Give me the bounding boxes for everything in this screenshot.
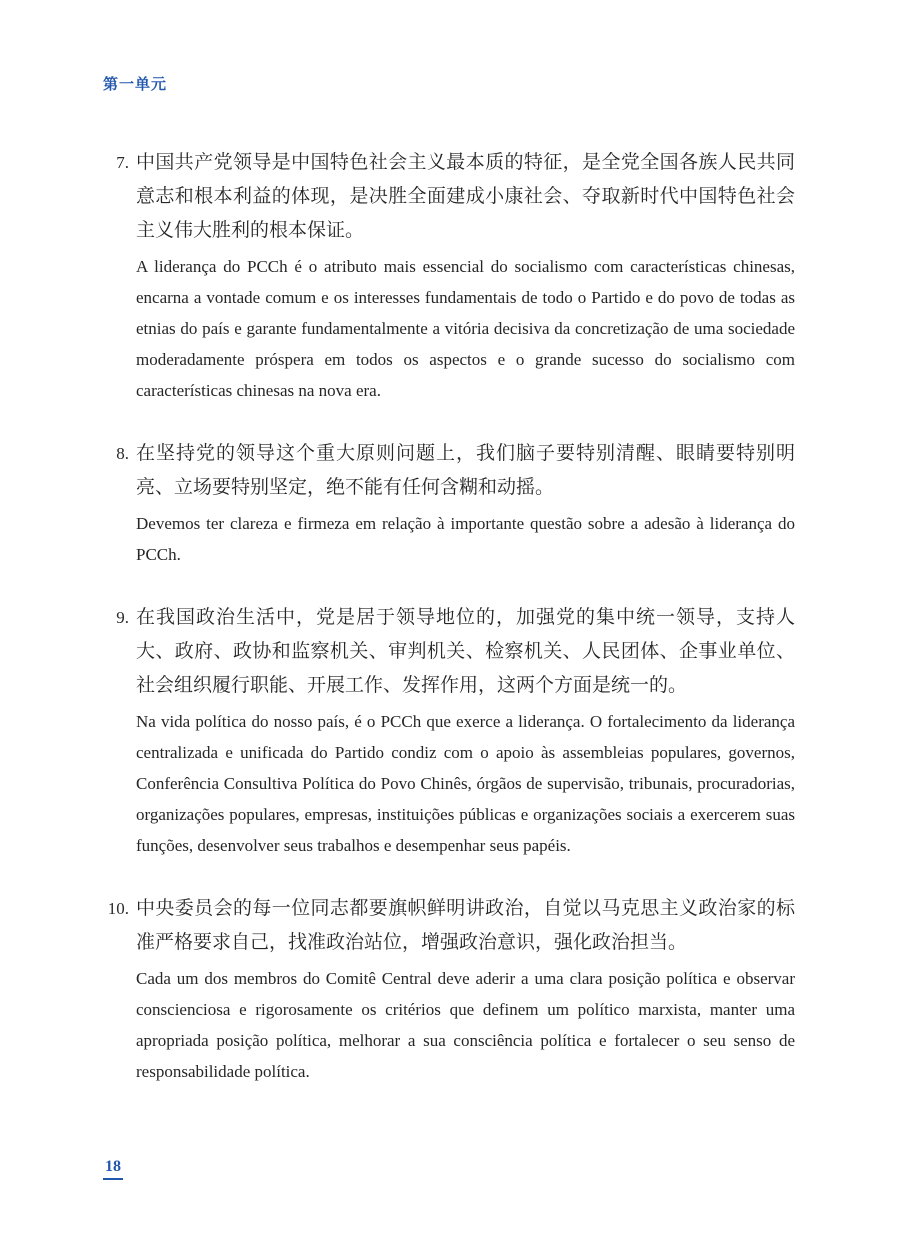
page-number: 18 [103, 1158, 123, 1180]
chinese-text: 中国共产党领导是中国特色社会主义最本质的特征，是全党全国各族人民共同意志和根本利益的体现，是决胜全面建成小康社会、夺取新时代中国特色社会主义伟大胜利的根本保证。 [136, 152, 795, 241]
item-number: 9. [116, 608, 129, 627]
item-number: 10. [107, 899, 129, 918]
item-texts [136, 146, 795, 406]
item-texts [136, 437, 795, 570]
content-area [103, 146, 795, 1087]
item-number: 8. [116, 444, 129, 463]
list-item-8 [103, 437, 795, 570]
item-texts [136, 601, 795, 861]
chinese-text: 中央委员会的每一位同志都要旗帜鲜明讲政治，自觉以马克思主义政治家的标准严格要求自己，找准政治站位，增强政治意识，强化政治担当。 [136, 898, 795, 953]
chinese-text: 在坚持党的领导这个重大原则问题上，我们脑子要特别清醒、眼睛要特别明亮、立场要特别坚定，绝不能有任何含糊和动摇。 [136, 443, 795, 498]
chinese-text: 在我国政治生活中，党是居于领导地位的，加强党的集中统一领导，支持人大、政府、政协和监察机关、审判机关、检察机关、人民团体、企事业单位、社会组织履行职能、开展工作、发挥作用，这两个方面是统一的。 [136, 607, 795, 696]
unit-header: 第一单元 [103, 76, 168, 93]
list-item-10 [103, 892, 795, 1087]
list-item-7 [103, 146, 795, 406]
portuguese-translation: A liderança do PCCh é o atributo mais essencial do socialismo com características chinesas, encarna a vontade comum e os interesses fundamentais de todo o Partido e do povo de todas as etnias do país e garante fundamentalmente a vitória decisiva da concretização de uma sociedade moderadamente próspera em todos os aspectos e o grande sucesso do socialismo com características chinesas na nova era. [136, 257, 795, 400]
portuguese-translation: Cada um dos membros do Comitê Central deve aderir a uma clara posição política e observar conscienciosa e rigorosamente os critérios que definem um político marxista, manter uma apropriada posição política, melhorar a sua consciência política e fortalecer o seu senso de responsabilidade política. [136, 969, 795, 1081]
portuguese-translation: Na vida política do nosso país, é o PCCh que exerce a liderança. O fortalecimento da liderança centralizada e unificada do Partido condiz com o apoio às assembleias populares, governos, Conferência Consultiva Política do Povo Chinês, órgãos de supervisão, tribunais, procuradorias, organizações populares, empresas, instituições públicas e organizações sociais a exercerem suas funções, desenvolver seus trabalhos e desempenhar seus papéis. [136, 712, 795, 855]
portuguese-translation: Devemos ter clareza e firmeza em relação à importante questão sobre a adesão à liderança do PCCh. [136, 514, 795, 564]
item-texts [136, 892, 795, 1087]
item-number: 7. [116, 153, 129, 172]
list-item-9 [103, 601, 795, 861]
